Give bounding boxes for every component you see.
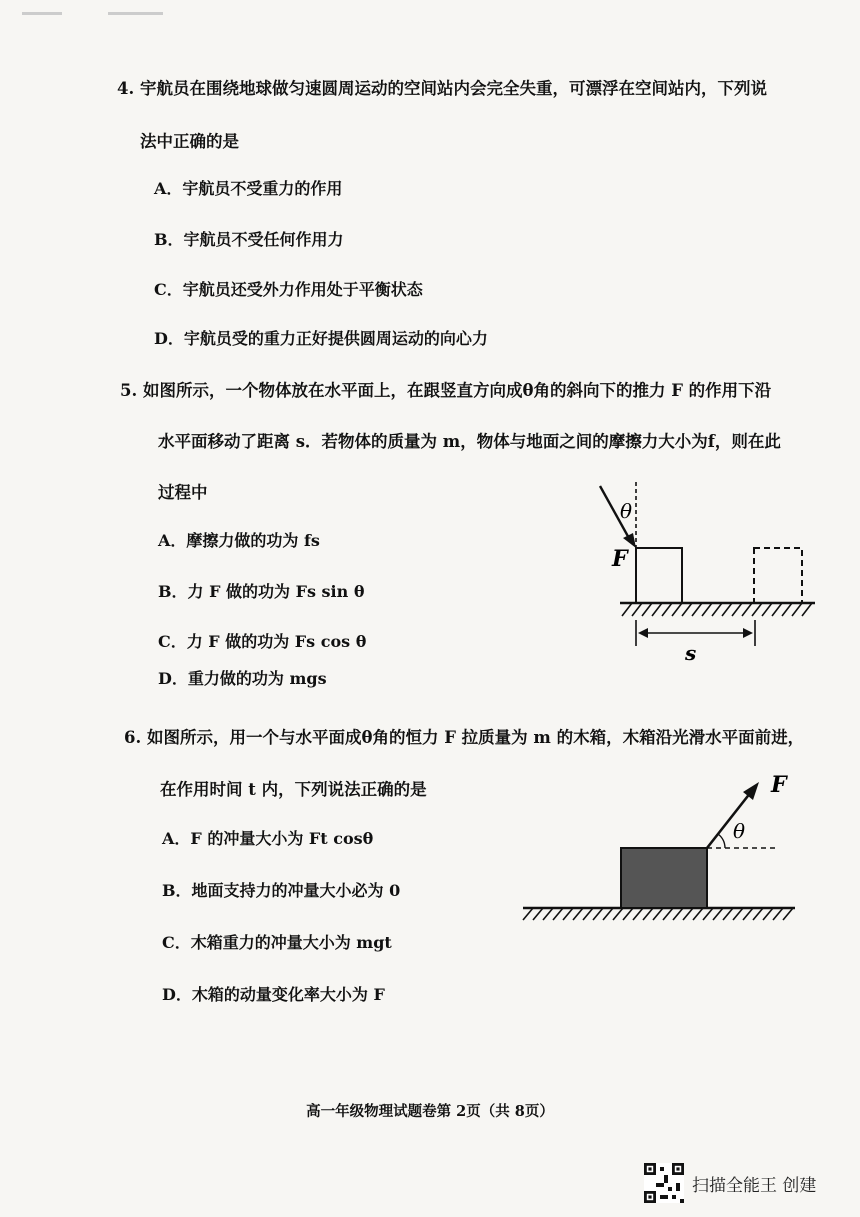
- q5-option-d: D．重力做的功为 mgs: [158, 669, 327, 688]
- q5-stem-line3: 过程中: [158, 483, 208, 502]
- watermark-text: 扫描全能王 创建: [692, 1175, 817, 1196]
- block-initial: [636, 548, 682, 603]
- q4-option-a: A．宇航员不受重力的作用: [154, 179, 343, 198]
- distance-arrow-right: [743, 628, 753, 638]
- q5-option-a: A．摩擦力做的功为 fs: [158, 531, 320, 550]
- q6-option-d: D．木箱的动量变化率大小为 F: [162, 985, 385, 1004]
- q4-option-b: B．宇航员不受任何作用力: [154, 230, 344, 249]
- q6-figure: [515, 762, 805, 927]
- theta-label: θ: [620, 499, 633, 523]
- wooden-box: [621, 848, 707, 908]
- block-final: [754, 548, 802, 603]
- scan-artifact: [108, 12, 163, 15]
- q6-option-b: B．地面支持力的冲量大小必为 0: [162, 881, 401, 900]
- theta-label: θ: [733, 819, 746, 843]
- distance-arrow-left: [638, 628, 648, 638]
- force-label: F: [771, 772, 787, 798]
- q4-stem-line1: 4. 宇航员在围绕地球做匀速圆周运动的空间站内会完全失重，可漂浮在空间站内，下列说: [117, 79, 767, 98]
- q5-figure: [590, 478, 820, 668]
- ground-hatch: [523, 908, 793, 920]
- q5-stem-line1: 5. 如图所示，一个物体放在水平面上，在跟竖直方向成θ角的斜向下的推力 F 的作用下沿: [120, 381, 772, 400]
- q5-option-c: C．力 F 做的功为 Fs cos θ: [158, 632, 367, 651]
- q4-option-d: D．宇航员受的重力正好提供圆周运动的向心力: [154, 329, 488, 348]
- page-footer: 高一年级物理试题卷第 2页（共 8页）: [306, 1103, 554, 1120]
- qr-code-icon: [644, 1163, 684, 1203]
- q6-stem-line2: 在作用时间 t 内，下列说法正确的是: [160, 780, 427, 799]
- force-label: F: [612, 546, 628, 572]
- distance-label: s: [685, 641, 697, 665]
- q5-stem-line2: 水平面移动了距离 s．若物体的质量为 m，物体与地面之间的摩擦力大小为f，则在此: [158, 432, 781, 451]
- q6-stem-line1: 6. 如图所示，用一个与水平面成θ角的恒力 F 拉质量为 m 的木箱，木箱沿光滑水平面前进，: [124, 728, 805, 747]
- q5-option-b: B．力 F 做的功为 Fs sin θ: [158, 582, 365, 601]
- scanner-watermark: [644, 1163, 816, 1203]
- ground-hatch: [622, 603, 812, 616]
- q4-stem-line2: 法中正确的是: [140, 132, 239, 151]
- q4-option-c: C．宇航员还受外力作用处于平衡状态: [154, 280, 423, 299]
- q6-option-c: C．木箱重力的冲量大小为 mgt: [162, 933, 392, 952]
- angle-arc: [718, 834, 725, 848]
- scan-artifact: [22, 12, 62, 15]
- q6-option-a: A．F 的冲量大小为 Ft cosθ: [162, 829, 374, 848]
